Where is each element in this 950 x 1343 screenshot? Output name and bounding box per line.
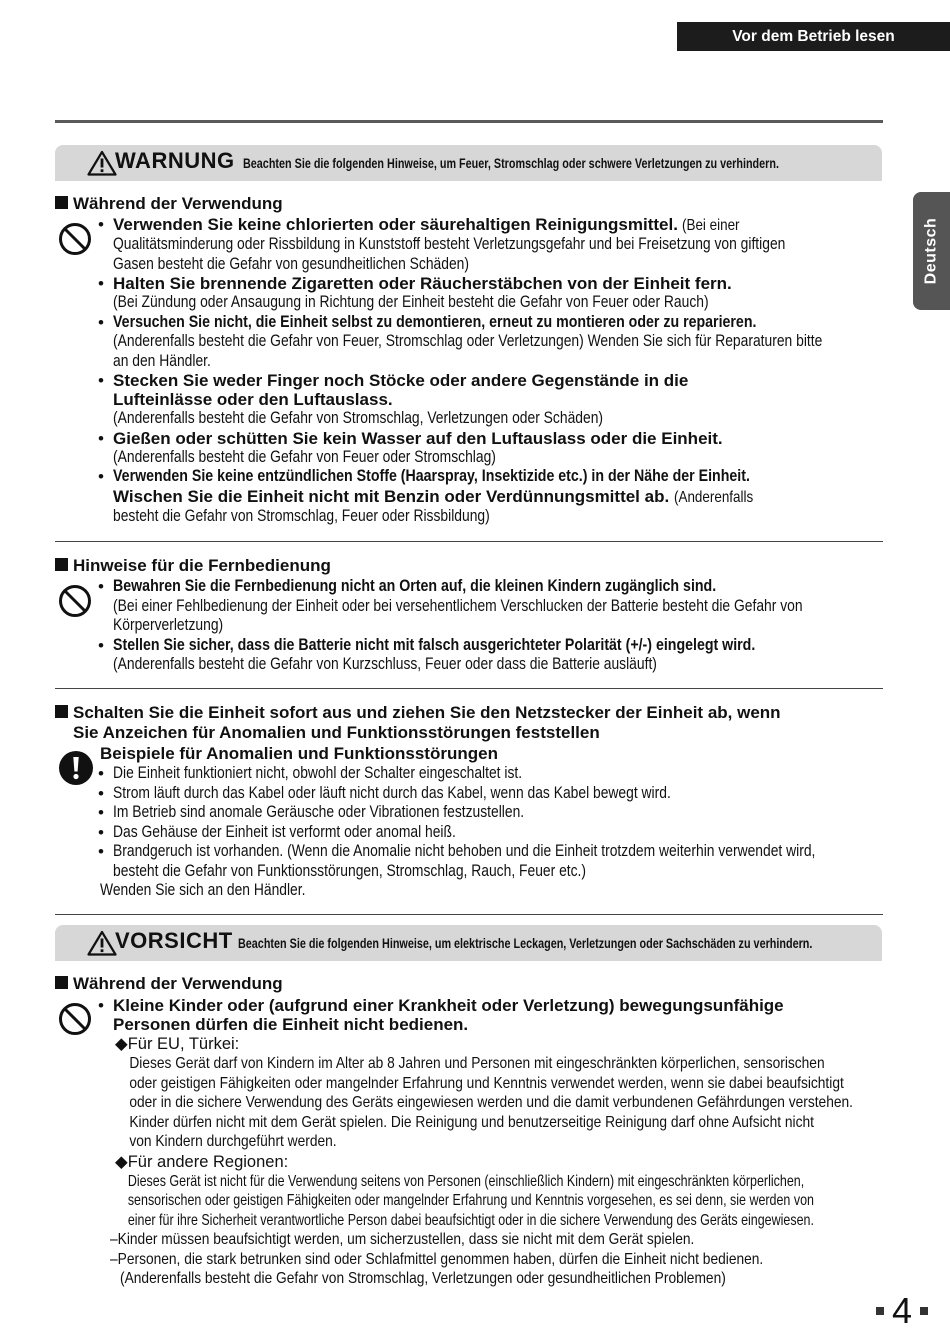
warning-banner bbox=[55, 145, 882, 181]
list-item: • Bewahren Sie die Fernbedienung nicht an Orten auf, die kleinen Kindern zugänglich sind. (Bei einer Fehlbedienung der Einheit oder bei versehentlichem Verschlucken der Batterie besteht die Gefahr von Körperverletzung) bbox=[98, 577, 898, 636]
list-item: • Verwenden Sie keine entzündlichen Stoffe (Haarspray, Insektizide etc.) in der Nähe der Einheit. Wischen Sie die Einheit nicht mit Benzin oder Verdünnungsmittel ab. (Anderenfalls besteht die Gefahr von Stromschlag, Feuer oder Rissbildung) bbox=[98, 467, 898, 526]
list-item: • Stellen Sie sicher, dass die Batterie nicht mit falsch ausgerichteter Polarität (+/-) eingelegt wird. (Anderenfalls besteht die Gefahr von Kurzschluss, Feuer oder dass die Batterie ausläuft) bbox=[98, 636, 898, 675]
list-item: • Kleine Kinder oder (aufgrund einer Krankheit oder Verletzung) bewegungsunfähige Personen dürfen die Einheit nicht bedienen. ◆Für EU, Türkei: Dieses Gerät darf von Kindern im Alter ab 8 Jahren und Personen mit eingeschränkten körperlichen, sensorischen oder geistigen Fähigkeiten oder mangelnder Erfahrung und Kenntnis verwendet werden, wenn sie dabei beaufsichtigt oder in die sichere Verwendung des Geräts eingewiesen werden und die damit verbundenen Gefährdungen verstehen. Kinder dürfen nicht mit dem Gerät spielen. Die Reinigung und benutzerseitige Reinigung darf ohne Aufsicht nicht von Kindern durchgeführt werden. ◆Für andere Regionen: Dieses Gerät ist nicht für die Verwendung seitens von Personen (einschließlich Kindern) mit eingeschränkten körperlichen, sensorischen oder geistigen Fähigkeiten oder mangelnder Erfahrung und Kenntnis vorgesehen, es sei denn, sie werden von einer für ihre Sicherheit verantwortliche Person dabei beaufsichtigt oder in die sichere Verwendung des Geräts eingewiesen. bbox=[98, 996, 898, 1230]
warning-description: Beachten Sie die folgenden Hinweise, um Feuer, Stromschlag oder schwere Verletzungen zu verhindern. bbox=[243, 156, 779, 171]
divider bbox=[55, 541, 883, 542]
prohibited-icon bbox=[58, 1002, 92, 1036]
square-mark-icon bbox=[920, 1307, 928, 1315]
warning-title: WARNUNG bbox=[115, 148, 235, 173]
top-rule bbox=[55, 120, 883, 123]
square-bullet-icon bbox=[55, 976, 68, 989]
other-regions-heading: ◆Für andere Regionen: bbox=[115, 1152, 289, 1171]
square-bullet-icon bbox=[55, 196, 68, 209]
mandatory-exclamation-icon bbox=[58, 750, 94, 786]
list-item: • Brandgeruch ist vorhanden. (Wenn die Anomalie nicht behoben und die Einheit trotzdem weiterhin verwendet wird, besteht die Gefahr von Funktionsstörungen, Stromschlag, Rauch, Feuer etc.) bbox=[98, 842, 898, 881]
dash-item: –Kinder müssen beaufsichtigt werden, um sicherzustellen, dass sie nicht mit dem Gerät spielen. bbox=[110, 1231, 695, 1248]
caution-banner bbox=[55, 925, 882, 961]
list-item: • Im Betrieb sind anomale Geräusche oder Vibrationen festzustellen. bbox=[98, 803, 898, 823]
divider bbox=[55, 914, 883, 915]
warning-triangle-icon bbox=[87, 150, 117, 176]
caution-description: Beachten Sie die folgenden Hinweise, um elektrische Leckagen, Verletzungen oder Sachschäden zu verhindern. bbox=[238, 936, 813, 951]
list-item: • Das Gehäuse der Einheit ist verformt oder anomal heiß. bbox=[98, 823, 898, 843]
caution-title: VORSICHT bbox=[115, 928, 233, 953]
divider bbox=[55, 688, 883, 689]
list-item: • Strom läuft durch das Kabel oder läuft nicht durch das Kabel, wenn das Kabel bewegt wird. bbox=[98, 784, 898, 804]
subheading: Beispiele für Anomalien und Funktionsstörungen bbox=[100, 744, 498, 763]
language-tab-label: Deutsch bbox=[922, 217, 940, 285]
language-tab bbox=[913, 192, 950, 310]
list-item: • Stecken Sie weder Finger noch Stöcke oder andere Gegenstände in die Lufteinlässe oder den Luftauslass. (Anderenfalls besteht die Gefahr von Stromschlag, Verletzungen oder Schäden) bbox=[98, 371, 898, 429]
closing-note: Wenden Sie sich an den Händler. bbox=[100, 881, 306, 899]
anomaly-list bbox=[98, 764, 898, 901]
square-mark-icon bbox=[876, 1307, 884, 1315]
list-item: • Verwenden Sie keine chlorierten oder säurehaltigen Reinigungsmittel. (Bei einer Qualitätsminderung oder Rissbildung in Kunststoff besteht Verletzungsgefahr und bei Freisetzung von giftigen Gasen besteht die Gefahr von gesundheitlichen Schäden) bbox=[98, 215, 898, 274]
page-number: 4 bbox=[868, 1290, 936, 1332]
section-heading: Hinweise für die Fernbedienung bbox=[55, 556, 331, 576]
square-bullet-icon bbox=[55, 705, 68, 718]
section-heading: Während der Verwendung bbox=[55, 974, 283, 994]
section-tab-label: Vor dem Betrieb lesen bbox=[732, 27, 895, 45]
dash-item: –Personen, die stark betrunken sind oder Schlafmittel genommen haben, dürfen die Einheit nicht bedienen. bbox=[110, 1250, 764, 1268]
prohibited-icon bbox=[58, 222, 92, 256]
square-bullet-icon bbox=[55, 558, 68, 571]
prohibited-icon bbox=[58, 584, 92, 618]
warning-list-1 bbox=[98, 215, 898, 526]
section-heading: Schalten Sie die Einheit sofort aus und ziehen Sie den Netzstecker der Einheit ab, wenn Sie Anzeichen für Anomalien und Funktionsstörungen feststellen bbox=[55, 703, 781, 743]
section-heading: Während der Verwendung bbox=[55, 194, 283, 214]
warning-triangle-icon bbox=[87, 930, 117, 956]
section-tab bbox=[677, 22, 950, 51]
list-item: • Gießen oder schütten Sie kein Wasser auf den Luftauslass oder die Einheit. (Anderenfalls besteht die Gefahr von Feuer oder Stromschlag) bbox=[98, 429, 898, 468]
warning-list-2 bbox=[98, 577, 898, 675]
dash-item: (Anderenfalls besteht die Gefahr von Stromschlag, Verletzungen oder gesundheitlichen Problemen) bbox=[120, 1270, 726, 1287]
eu-heading: ◆Für EU, Türkei: bbox=[115, 1035, 240, 1053]
list-item: • Versuchen Sie nicht, die Einheit selbst zu demontieren, erneut zu montieren oder zu reparieren. (Anderenfalls besteht die Gefahr von Feuer, Stromschlag oder Verletzungen) Wenden Sie sich für Reparaturen bitte an den Händler. bbox=[98, 313, 898, 372]
caution-list bbox=[98, 996, 898, 1289]
list-item: • Halten Sie brennende Zigaretten oder Räucherstäbchen von der Einheit fern. (Bei Zündung oder Ansaugung in Richtung der Einheit besteht die Gefahr von Feuer oder Rauch) bbox=[98, 274, 898, 313]
list-item: • Die Einheit funktioniert nicht, obwohl der Schalter eingeschaltet ist. bbox=[98, 764, 898, 784]
